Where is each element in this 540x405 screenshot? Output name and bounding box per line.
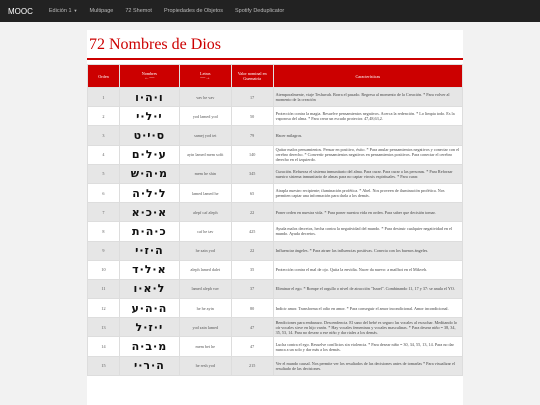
table-row — [88, 164, 463, 183]
row-valor: 17 — [231, 88, 273, 107]
page-title: 72 Nombres de Dios — [89, 36, 221, 53]
table-row — [88, 260, 463, 279]
table-row — [88, 241, 463, 260]
row-nombre-hebreo: ו·ה·ו — [119, 88, 179, 107]
header-caracteristicas: Características — [273, 65, 462, 88]
header-valor: Valor nominal en Guematría — [231, 65, 273, 88]
row-nombre-hebreo: ה·ר·י — [119, 356, 179, 375]
table-row — [88, 222, 463, 241]
row-nombre-hebreo: כ·ה·ת — [119, 222, 179, 241]
row-orden: 5 — [88, 164, 120, 183]
row-letras: yod zain lamed — [179, 318, 231, 337]
header-letras-label: Letras — [200, 71, 211, 76]
row-nombre-hebreo: י·ל·י — [119, 107, 179, 126]
row-orden: 15 — [88, 356, 120, 375]
row-letras: caf he tav — [179, 222, 231, 241]
row-valor: 65 — [231, 183, 273, 202]
row-orden: 9 — [88, 241, 120, 260]
row-orden: 4 — [88, 145, 120, 164]
row-orden: 10 — [88, 260, 120, 279]
row-valor: 79 — [231, 126, 273, 145]
table-row — [88, 107, 463, 126]
row-valor: 35 — [231, 260, 273, 279]
row-orden: 13 — [88, 318, 120, 337]
table-row — [88, 299, 463, 318]
table-row — [88, 183, 463, 202]
row-letras: alepf caf aleph — [179, 203, 231, 222]
row-valor: 50 — [231, 107, 273, 126]
row-valor: 47 — [231, 318, 273, 337]
row-nombre-hebreo: ע·ל·ם — [119, 145, 179, 164]
row-caracteristicas: Atrapla nuestro recipiente; iluminación profética. * Abel. Nos proveen de iluminación profética. Nos permiten captar una información para darla a los demás. — [273, 183, 462, 202]
nav-item-label: Edición 1 — [48, 8, 72, 14]
row-caracteristicas: Ayuda malos decretos, hecha contra la negatividad del mundo. * Para destruir cualquier negatividad en el mundo. Ayuda decretos. — [273, 222, 462, 241]
row-nombre-hebreo: ל·ל·ה — [119, 183, 179, 202]
row-letras: aleph lamed dalet — [179, 260, 231, 279]
arrow-right-icon: —→ — [200, 76, 211, 81]
row-valor: 22 — [231, 203, 273, 222]
row-caracteristicas: Protección contra la magia. Resuelve pensamientos negativos. Acerca la redención. * Lo limpia todo. Es la vaporosa del alma. * Para crear un escudo protector. 47,48,63,2. — [273, 107, 462, 126]
row-caracteristicas: Protección contra el mal de ojo. Quita la envidia. Nacer da nuevo: a mailbot en el Mikveh. — [273, 260, 462, 279]
top-navbar — [0, 0, 540, 22]
row-letras: he resh yod — [179, 356, 231, 375]
row-caracteristicas: Curación. Refuerza el sistema inmunitario del alma. Para curar. Para curar a las personas. * Para Reforzar nuestro sistema inmunitario de almas para no captar virosis espirituales. * Para curar. — [273, 164, 462, 183]
table-row — [88, 88, 463, 107]
header-orden: Orden — [88, 65, 120, 88]
row-orden: 1 — [88, 88, 120, 107]
row-orden: 3 — [88, 126, 120, 145]
nav-item-propiedades[interactable]: Propiedades de Objetos — [163, 8, 223, 14]
header-nombres — [119, 65, 179, 88]
main-content — [87, 30, 463, 405]
row-valor: 345 — [231, 164, 273, 183]
navbar-brand[interactable]: MOOC — [8, 6, 33, 16]
row-orden: 14 — [88, 337, 120, 356]
row-caracteristicas: Atemporalmente, viaje Teshuvah. Borra el pasado. Regresa al momento de la Creación. * Para volver al momento de la creación — [273, 88, 462, 107]
row-nombre-hebreo: מ·ה·ש — [119, 164, 179, 183]
row-caracteristicas: Ver el mundo causal. Nos permite ver los resultados de las decisiones antes de tomarlas * Para visualizar el resultado de las decisiones. — [273, 356, 462, 375]
caret-down-icon: ▼ — [73, 8, 78, 13]
row-valor: 425 — [231, 222, 273, 241]
row-orden: 2 — [88, 107, 120, 126]
row-nombre-hebreo: י·ז·ל — [119, 318, 179, 337]
row-caracteristicas: Eliminar el ego. * Rompe el orgullo o nivel de atracción "Israel". Combinando 11, 17 y 37: se anula el YO. — [273, 279, 462, 298]
row-letras: samej yod tet — [179, 126, 231, 145]
row-valor: 47 — [231, 337, 273, 356]
row-nombre-hebreo: מ·ב·ה — [119, 337, 179, 356]
row-letras: he zain yod — [179, 241, 231, 260]
table-row — [88, 145, 463, 164]
nav-item-multipage[interactable]: Multipage — [89, 8, 114, 14]
row-nombre-hebreo: ה·ז·י — [119, 241, 179, 260]
row-orden: 8 — [88, 222, 120, 241]
names-table — [87, 64, 463, 376]
row-caracteristicas: Quitar malos pensamientos. Pensar en positivo, éxito. * Para anular pensamientos negativos y conectar con el cerebro derecho. * Convertir pensamientos negativos en pensamientos positivos. Para conectar el cerebro derecho en el izquierdo. — [273, 145, 462, 164]
row-nombre-hebreo: א·ל·ד — [119, 260, 179, 279]
row-nombre-hebreo: ה·ה·ע — [119, 299, 179, 318]
row-nombre-hebreo: ס·י·ט — [119, 126, 179, 145]
table-row — [88, 337, 463, 356]
table-header-row — [88, 65, 463, 88]
header-nombres-label: Nombres — [141, 71, 158, 76]
row-caracteristicas: Influenciar ángeles. * Para atraer las influencias positivas. Conecta con los buenos ángeles. — [273, 241, 462, 260]
row-caracteristicas: Lucha contra el ego. Resuelve conflictos sin violencia. * Para desear niño = 30, 34, 55, 13, 14. Para no dar nunca a un solo y dar más a los demás. — [273, 337, 462, 356]
row-orden: 6 — [88, 183, 120, 202]
row-letras: mem he shin — [179, 164, 231, 183]
row-caracteristicas: Hacer milagros. — [273, 126, 462, 145]
row-letras: lamed lamed he — [179, 183, 231, 202]
title-divider — [87, 58, 463, 60]
row-valor: 140 — [231, 145, 273, 164]
row-orden: 7 — [88, 203, 120, 222]
table-row — [88, 356, 463, 375]
row-valor: 215 — [231, 356, 273, 375]
row-letras: mem bet he — [179, 337, 231, 356]
table-row — [88, 203, 463, 222]
nav-item-72-shemot[interactable]: 72 Shemot — [125, 8, 152, 14]
row-letras: ayin lamed mem sofit — [179, 145, 231, 164]
row-valor: 22 — [231, 241, 273, 260]
row-valor: 80 — [231, 299, 273, 318]
table-row — [88, 279, 463, 298]
row-orden: 11 — [88, 279, 120, 298]
nav-item-spotify[interactable]: Spotify Deduplicator — [234, 8, 285, 14]
row-caracteristicas: Poner orden en nuestra vida. * Para poner nuestra vida en orden. Para saber que decisión tomar. — [273, 203, 462, 222]
row-letras: he he ayin — [179, 299, 231, 318]
row-letras: vav he vav — [179, 88, 231, 107]
table-row — [88, 126, 463, 145]
arrow-left-icon: ←— — [144, 76, 155, 81]
table-row — [88, 318, 463, 337]
row-caracteristicas: Indicir amor. Transforma el odio en amor. * Para conseguir el amor incondicional. Amor incondicional. — [273, 299, 462, 318]
row-letras: yod lamed yod — [179, 107, 231, 126]
nav-item-edicion[interactable] — [43, 8, 84, 14]
row-orden: 12 — [88, 299, 120, 318]
row-letras: lamed aleph vav — [179, 279, 231, 298]
row-nombre-hebreo: א·כ·א — [119, 203, 179, 222]
row-valor: 37 — [231, 279, 273, 298]
row-nombre-hebreo: ל·א·ו — [119, 279, 179, 298]
header-letras — [179, 65, 231, 88]
row-caracteristicas: Bendiciones para embarazo. Descendencia. El sano del bebé es seguro las vocales al escuchar. Meditando lo oír vocales sirve en hijo varón. * Hay vocales femeninas y vocales masculinas. * Para desear niño = 38, 34, 35, 53, 14. Para no desear a ese niño y dar riales a los demás. — [273, 318, 462, 337]
